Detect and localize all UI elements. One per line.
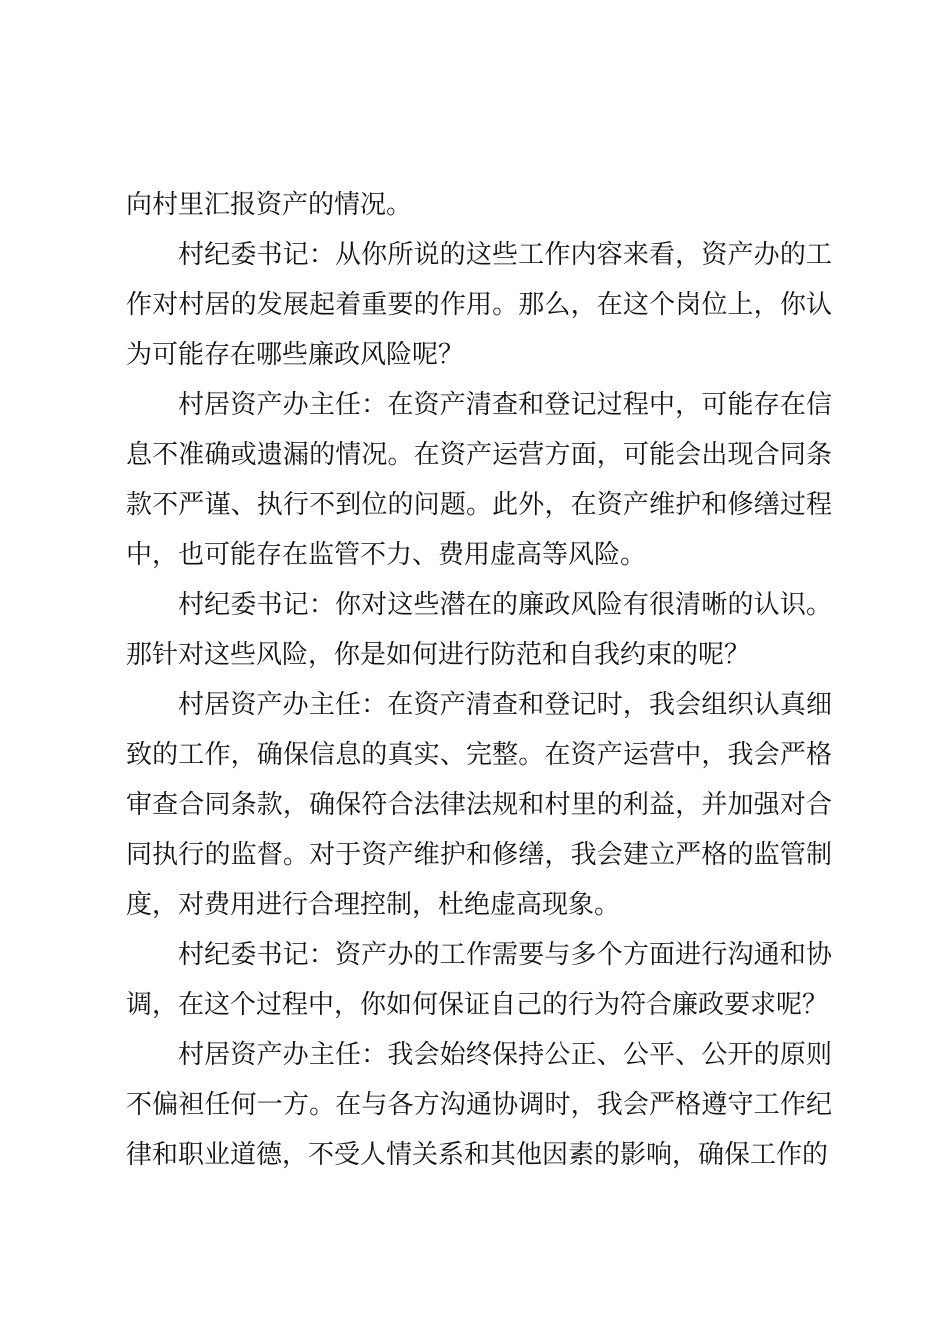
- document-body: [126, 180, 832, 1180]
- paragraph-continued: 向村里汇报资产的情况。: [126, 190, 413, 220]
- paragraph-director-answer-2: 村居资产办主任：在资产清查和登记时，我会组织认真细致的工作，确保信息的真实、完整。在资产运营中，我会严格审查合同条款，确保符合法律法规和村里的利益，并加强对合同执行的监督。对于资产维护和修缮，我会建立严格的监管制度，对费用进行合理控制，杜绝虚高现象。: [126, 690, 832, 920]
- paragraph-director-answer-3: 村居资产办主任：我会始终保持公正、公平、公开的原则不偏袒任何一方。在与各方沟通协调时，我会严格遵守工作纪律和职业道德，不受人情关系和其他因素的影响，确保工作的: [126, 1040, 832, 1170]
- paragraph-secretary-question-2: 村纪委书记：你对这些潜在的廉政风险有很清晰的认识。那针对这些风险，你是如何进行防范和自我约束的呢？: [126, 590, 832, 670]
- paragraph-secretary-question-1: 村纪委书记：从你所说的这些工作内容来看，资产办的工作对村居的发展起着重要的作用。那么，在这个岗位上，你认为可能存在哪些廉政风险呢？: [126, 240, 832, 370]
- paragraph-director-answer-1: 村居资产办主任：在资产清查和登记过程中，可能存在信息不准确或遗漏的情况。在资产运营方面，可能会出现合同条款不严谨、执行不到位的问题。此外，在资产维护和修缮过程中，也可能存在监管不力、费用虚高等风险。: [126, 390, 832, 570]
- paragraph-secretary-question-3: 村纪委书记：资产办的工作需要与多个方面进行沟通和协调，在这个过程中，你如何保证自己的行为符合廉政要求呢？: [126, 940, 832, 1020]
